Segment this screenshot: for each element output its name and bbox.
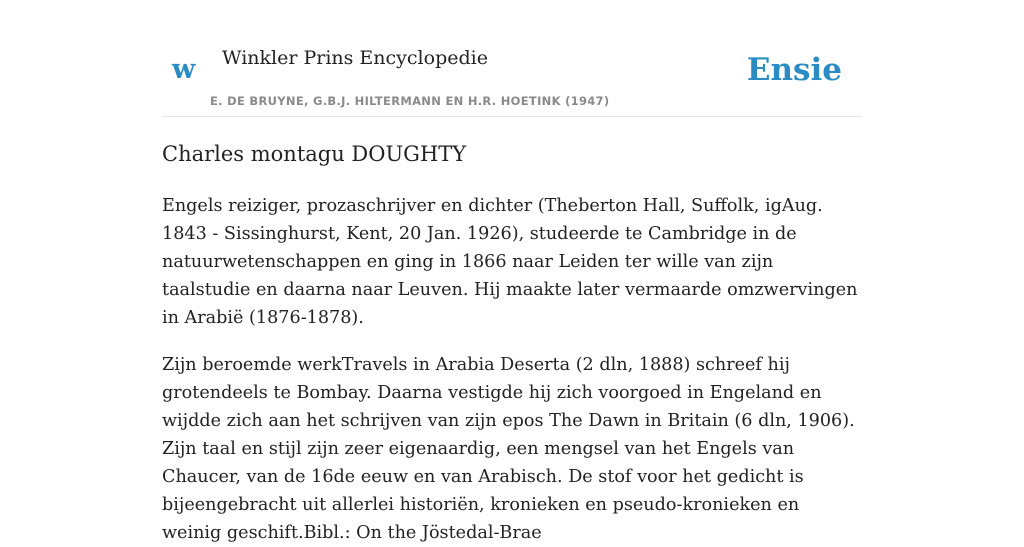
source-header bbox=[162, 40, 862, 117]
article-paragraph: Engels reiziger, prozaschrijver en dichter (Theberton Hall, Suffolk, igAug. 1843 - Sissinghurst, Kent, 20 Jan. 1926), studeerde te Cambridge in de natuurwetenschappen en ging in 1866 naar Leiden ter wille van zijn taalstudie en daarna naar Leuven. Hij maakte later vermaarde omzwervingen in Arabië (1876-1878). bbox=[162, 196, 858, 328]
article-title: Charles montagu DOUGHTY bbox=[162, 142, 467, 166]
article bbox=[162, 137, 862, 547]
article-paragraph: Zijn beroemde werkTravels in Arabia Deserta (2 dln, 1888) schreef hij grotendeels te Bombay. Daarna vestigde hij zich voorgoed in Engeland en wijdde zich aan het schrijven van zijn epos The Dawn in Britain (6 dln, 1906). Zijn taal en stijl zijn zeer eigenaardig, een mengsel van het Engels van Chaucer, van de 16de eeuw en van Arabisch. De stof voor het gedicht is bijeengebracht uit allerlei historiën, kronieken en pseudo-kronieken en weinig geschift.Bibl.: On the Jöstedal-Brae bbox=[162, 355, 855, 543]
source-authors: E. DE BRUYNE, G.B.J. HILTERMANN EN H.R. HOETINK (1947) bbox=[210, 94, 610, 108]
source-title[interactable]: Winkler Prins Encyclopedie bbox=[222, 47, 488, 69]
brand-logo[interactable]: Ensie bbox=[746, 52, 842, 88]
source-logo[interactable]: w bbox=[172, 54, 196, 85]
